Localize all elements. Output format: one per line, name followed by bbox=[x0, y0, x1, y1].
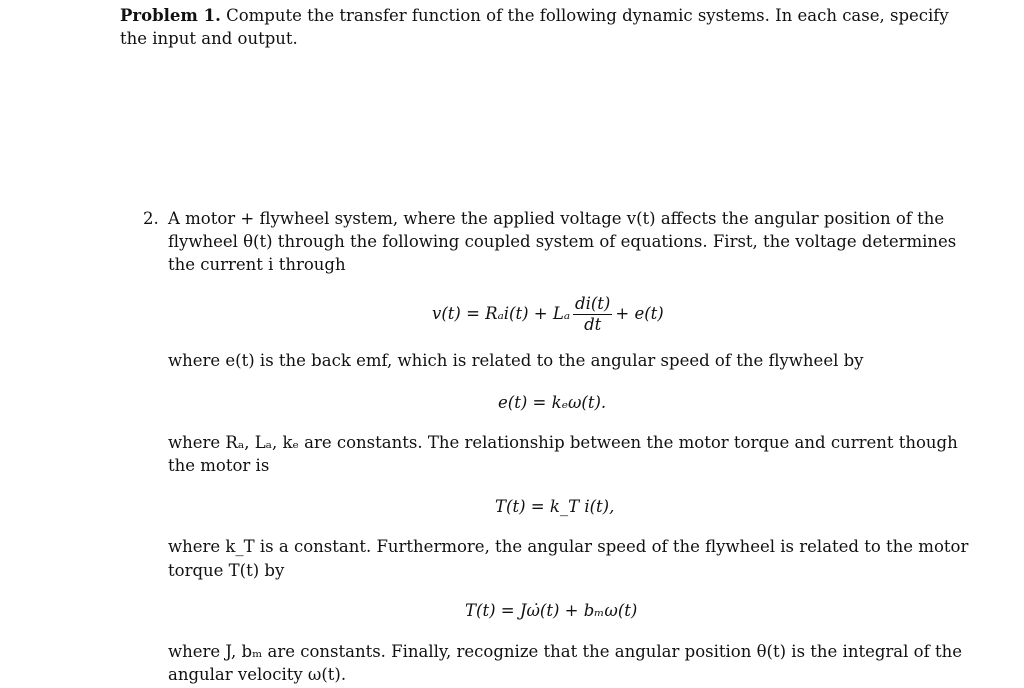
equation-torque-current: T(t) = k_T i(t), bbox=[495, 497, 615, 516]
item2-paragraph-1-line-3: the current i through bbox=[168, 255, 346, 274]
item2-paragraph-3-line-2: the motor is bbox=[168, 456, 270, 475]
item2-paragraph-1-line-2: flywheel θ(t) through the following coupled system of equations. First, the voltage determines bbox=[168, 232, 957, 251]
problem-label: Problem 1. bbox=[120, 6, 221, 25]
item2-paragraph-2-line-1: where e(t) is the back emf, which is related to the angular speed of the flywheel by bbox=[168, 351, 864, 370]
item2-paragraph-3-line-1: where Rₐ, Lₐ, kₑ are constants. The relationship between the motor torque and current though bbox=[168, 433, 958, 452]
item2-paragraph-4-line-1: where k_T is a constant. Furthermore, the angular speed of the flywheel is related to the motor bbox=[168, 537, 969, 556]
derivative-fraction bbox=[573, 294, 612, 335]
equation-flywheel-dynamics: T(t) = Jω̇(t) + bₘω(t) bbox=[465, 601, 638, 620]
equation-voltage bbox=[432, 294, 664, 335]
item2-paragraph-5-line-2: angular velocity ω(t). bbox=[168, 665, 347, 684]
fraction-denominator: dt bbox=[584, 315, 602, 334]
problem-intro-line-2: the input and output. bbox=[120, 29, 298, 48]
fraction-numerator: di(t) bbox=[575, 294, 611, 313]
item2-paragraph-1-line-1: A motor + flywheel system, where the applied voltage v(t) affects the angular position of the bbox=[168, 209, 945, 228]
item2-paragraph-4-line-2: torque T(t) by bbox=[168, 561, 285, 580]
equation-back-emf: e(t) = kₑω(t). bbox=[498, 393, 607, 412]
item-number: 2. bbox=[143, 209, 159, 228]
equation-voltage-left: v(t) = Rₐi(t) + Lₐ bbox=[432, 304, 571, 323]
equation-voltage-right: + e(t) bbox=[615, 304, 664, 323]
problem-intro-line-1 bbox=[120, 5, 949, 27]
item2-paragraph-5-line-1: where J, bₘ are constants. Finally, recognize that the angular position θ(t) is the integral of the bbox=[168, 642, 962, 661]
problem-intro-text: Compute the transfer function of the following dynamic systems. In each case, specify bbox=[226, 6, 949, 25]
